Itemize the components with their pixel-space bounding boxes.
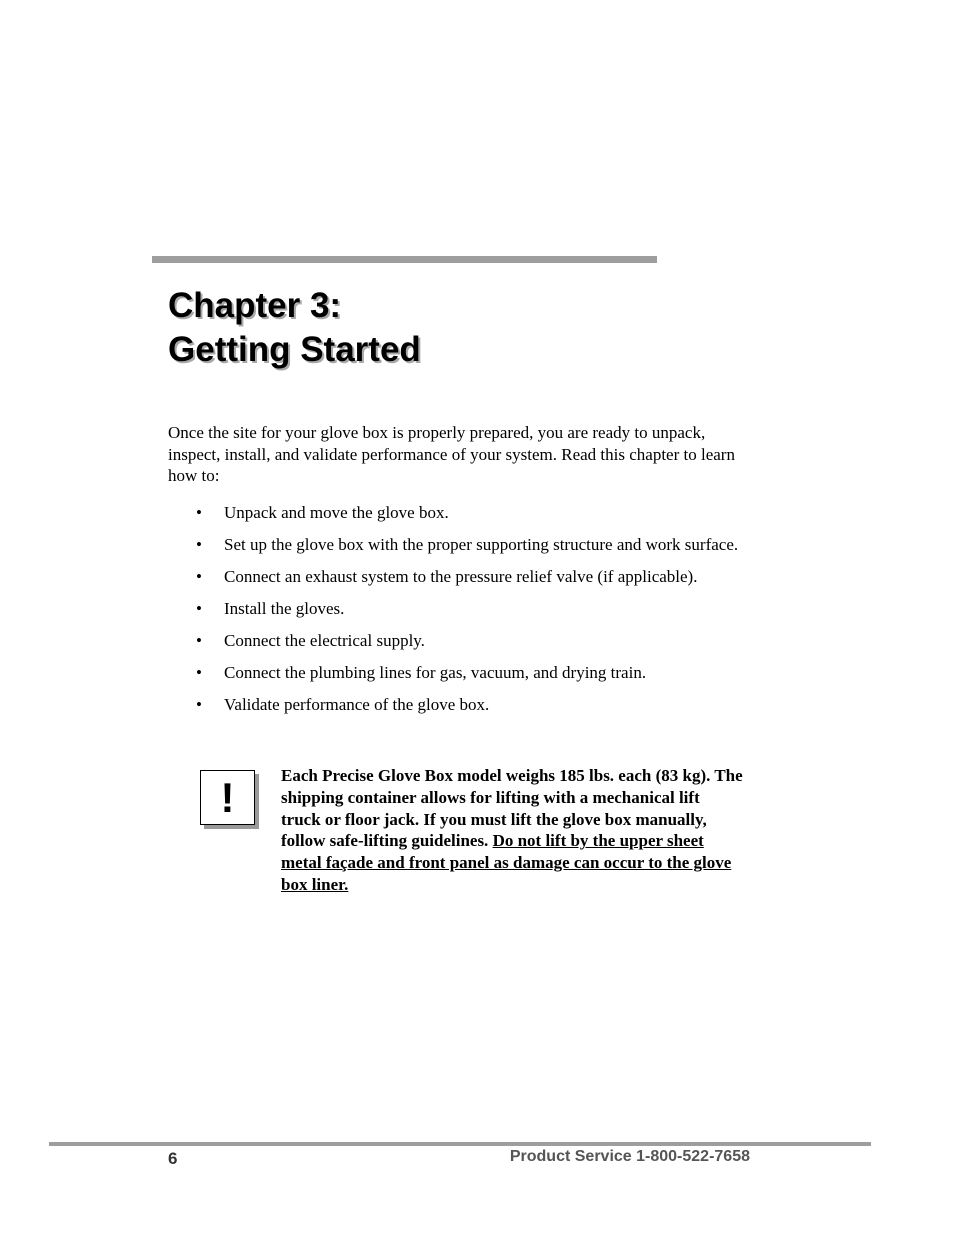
bullet-icon: •	[196, 599, 202, 618]
list-item	[196, 502, 764, 523]
list-item-text: Install the gloves.	[224, 599, 345, 618]
list-item-text: Validate performance of the glove box.	[224, 695, 490, 714]
footer-service-line: Product Service 1-800-522-7658	[509, 1148, 750, 1165]
list-item-text: Connect an exhaust system to the pressure relief valve (if applicable).	[224, 567, 698, 586]
list-item-text: Connect the plumbing lines for gas, vacuum, and drying train.	[224, 663, 647, 682]
list-item	[196, 534, 764, 555]
page-number: 6	[168, 1149, 178, 1168]
list-item	[196, 598, 764, 619]
intro-paragraph: Once the site for your glove box is properly prepared, you are ready to unpack, inspect, install, and validate performance of your system. Read this chapter to learn how to:	[168, 423, 735, 485]
task-list	[196, 502, 764, 726]
list-item	[196, 566, 764, 587]
list-item-text: Connect the electrical supply.	[224, 631, 425, 650]
chapter-number: Chapter 3:	[168, 286, 342, 325]
exclamation-icon	[200, 770, 255, 825]
footer-rule	[49, 1142, 871, 1146]
warning-underlined-text: Do not lift by the upper sheet metal façade and front panel as damage can occur to the glove box liner.	[281, 831, 732, 894]
bullet-icon: •	[196, 567, 202, 586]
list-item	[196, 630, 764, 651]
list-item-text: Unpack and move the glove box.	[224, 503, 449, 522]
bullet-icon: •	[196, 503, 202, 522]
warning-note	[281, 765, 743, 896]
bullet-icon: •	[196, 631, 202, 650]
exclamation-glyph: !	[220, 774, 235, 821]
bullet-icon: •	[196, 535, 202, 554]
chapter-title	[168, 284, 421, 372]
chapter-name: Getting Started	[168, 330, 421, 369]
bullet-icon: •	[196, 695, 202, 714]
list-item	[196, 694, 764, 715]
warning-text: Each Precise Glove Box model weighs 185 lbs. each (83 kg). The shipping container allows for lifting with a mechanical lift truck or floor jack. If you must lift the glove box manually, follow safe-lifting guidelines.	[281, 766, 743, 851]
list-item-text: Set up the glove box with the proper supporting structure and work surface.	[224, 535, 739, 554]
chapter-top-rule	[152, 256, 657, 263]
bullet-icon: •	[196, 663, 202, 682]
list-item	[196, 662, 764, 683]
